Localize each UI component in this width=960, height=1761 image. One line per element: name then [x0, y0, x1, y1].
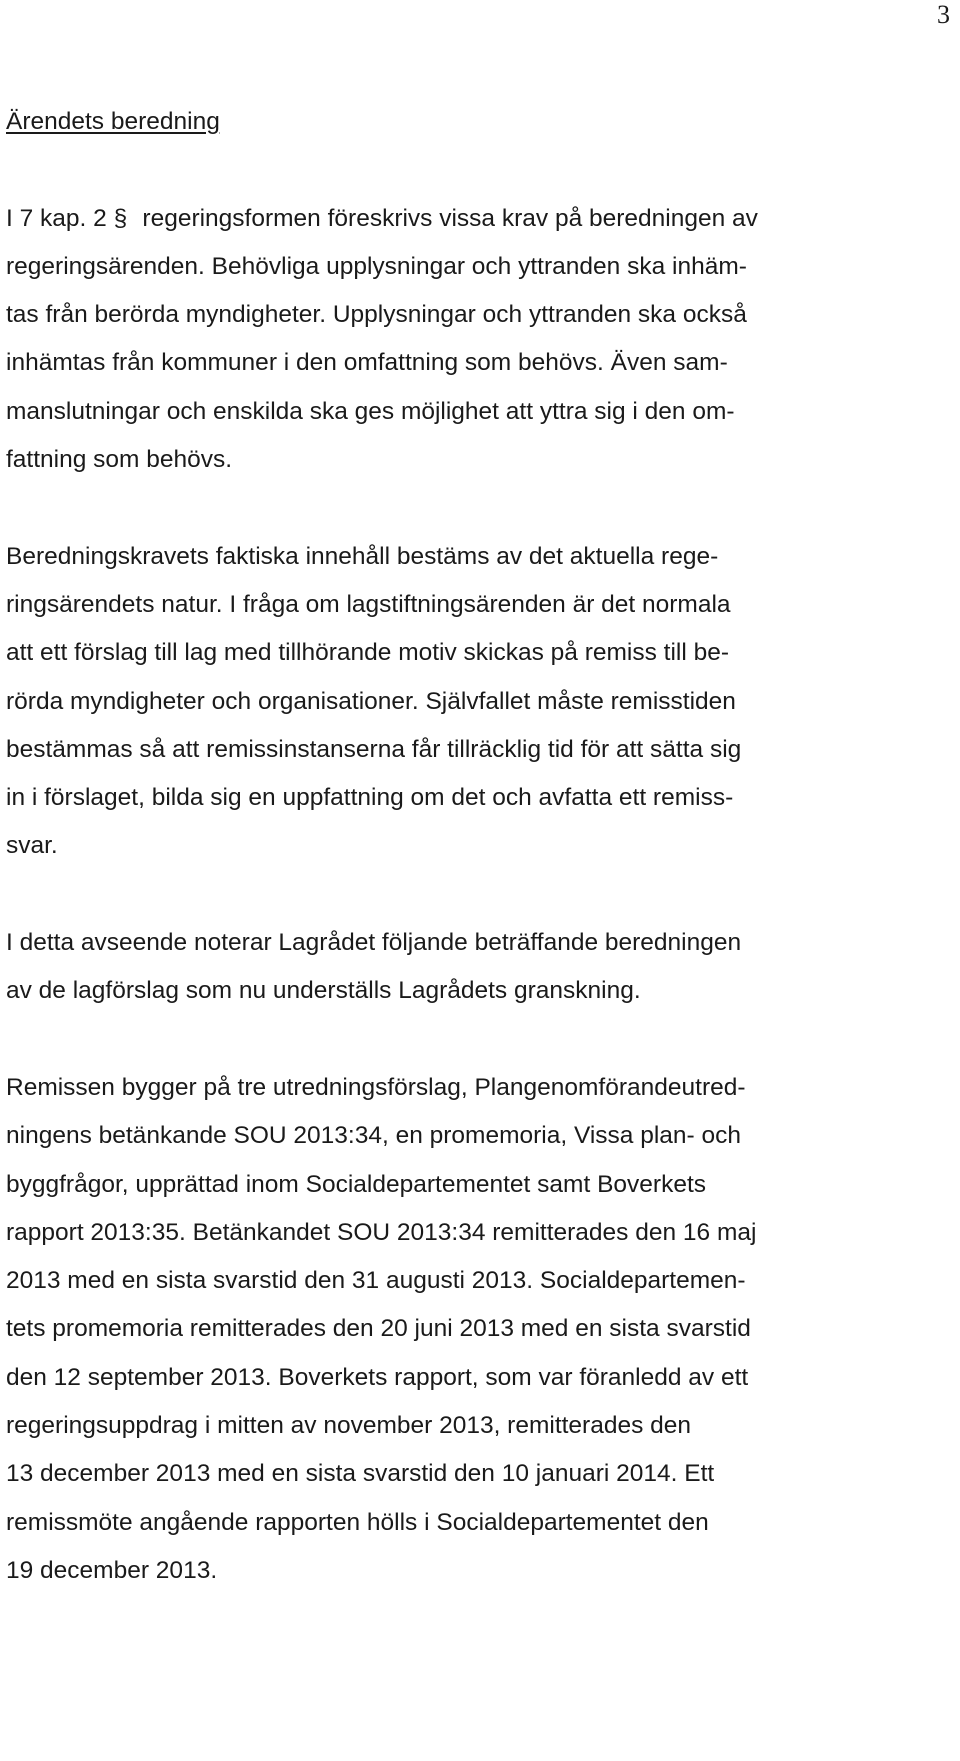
text-line: I detta avseende noterar Lagrådet följande beträffande beredningen [6, 929, 742, 957]
text-fragment: regeringsformen föreskrivs vissa krav på beredningen av [135, 204, 758, 232]
text-line: inhämtas från kommuner i den omfattning som behövs. Även sam- [6, 349, 728, 377]
text-line: regeringsuppdrag i mitten av november 2013, remitterades den [6, 1412, 692, 1440]
text-line: regeringsärenden. Behövliga upplysningar och yttranden ska inhäm- [6, 252, 747, 280]
text-line: Remissen bygger på tre utredningsförslag, Plangenomförandeutred- [6, 1073, 746, 1101]
text-line: ningens betänkande SOU 2013:34, en promemoria, Vissa plan- och [6, 1122, 742, 1150]
text-line: Beredningskravets faktiska innehåll bestäms av det aktuella rege- [6, 542, 719, 570]
text-line: manslutningar och enskilda ska ges möjlighet att yttra sig i den om- [6, 397, 735, 425]
text-line: att ett förslag till lag med tillhörande motiv skickas på remiss till be- [6, 639, 730, 667]
paragraph-4 [6, 1064, 941, 1595]
paragraph-1 [6, 195, 941, 485]
text-line: remissmöte angående rapporten hölls i Socialdepartementet den [6, 1508, 709, 1536]
paragraph-3 [6, 919, 941, 1016]
text-line: den 12 september 2013. Boverkets rapport, som var föranledd av ett [6, 1363, 749, 1391]
text-line: tets promemoria remitterades den 20 juni 2013 med en sista svarstid [6, 1315, 751, 1343]
text-line: 19 december 2013. [6, 1556, 218, 1584]
section-sign: § [113, 204, 128, 232]
section-heading: Ärendets beredning [6, 108, 220, 135]
page-number: 3 [937, 0, 950, 29]
text-line: ringsärendets natur. I fråga om lagstiftningsärenden är det normala [6, 590, 731, 618]
paragraph-2 [6, 533, 941, 871]
text-line: svar. [6, 832, 58, 860]
text-line: rapport 2013:35. Betänkandet SOU 2013:34 remitterades den 16 maj [6, 1218, 757, 1246]
text-line: tas från berörda myndigheter. Upplysningar och yttranden ska också [6, 301, 747, 329]
text-line: rörda myndigheter och organisationer. Självfallet måste remisstiden [6, 687, 736, 715]
document-body [6, 98, 941, 1644]
text-line: fattning som behövs. [6, 446, 233, 474]
text-line: byggfrågor, upprättad inom Socialdepartementet samt Boverkets [6, 1170, 706, 1198]
text-line: in i förslaget, bilda sig en uppfattning om det och avfatta ett remiss- [6, 784, 734, 812]
text-fragment: I 7 kap. 2 [6, 204, 114, 232]
text-line: 2013 med en sista svarstid den 31 augusti 2013. Socialdepartemen- [6, 1267, 746, 1295]
text-line [6, 195, 941, 243]
text-line: av de lagförslag som nu underställs Lagrådets granskning. [6, 977, 641, 1005]
text-line: 13 december 2013 med en sista svarstid den 10 januari 2014. Ett [6, 1460, 715, 1488]
text-line: bestämmas så att remissinstanserna får tillräcklig tid för att sätta sig [6, 735, 742, 763]
